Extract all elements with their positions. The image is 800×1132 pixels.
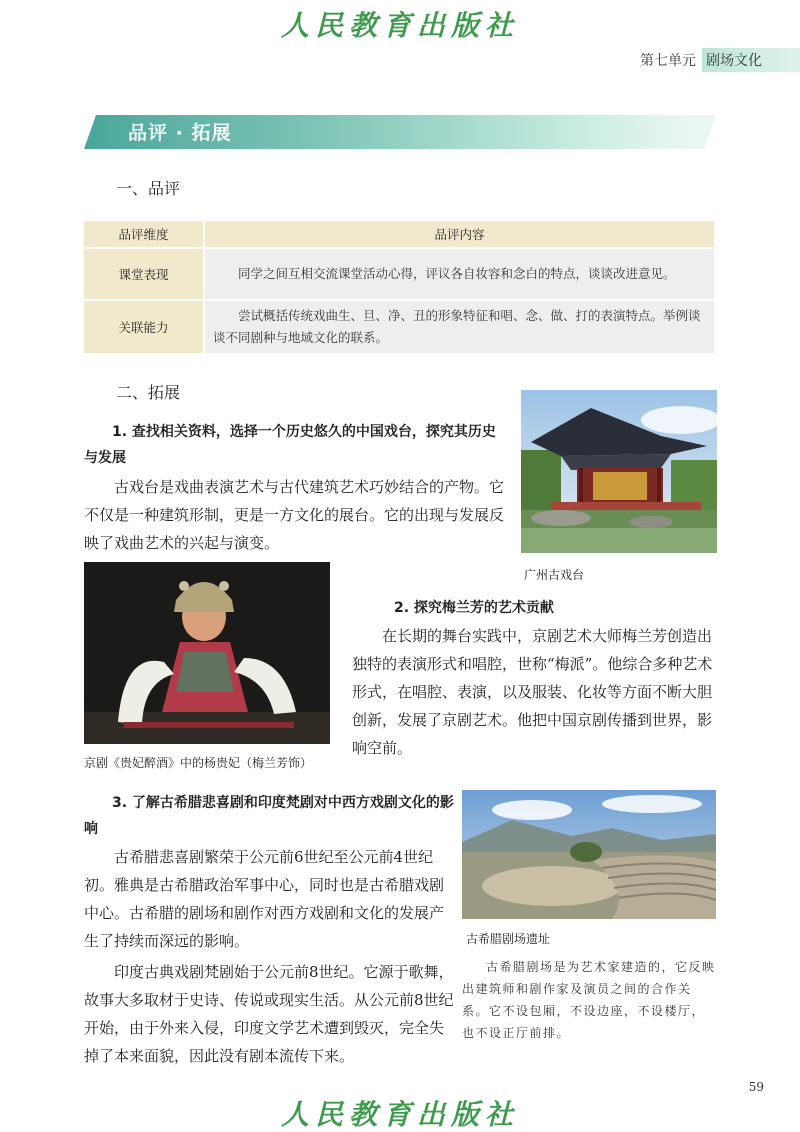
greek-theatre-note: 古希腊剧场是为艺术家建造的，它反映出建筑师和剧作家及演员之间的合作关系。它不设包厢，不设边座，不设楼厅，也不设正厅前排。 — [462, 960, 716, 1040]
table-row — [84, 300, 715, 354]
table-cell-text: 尝试概括传统戏曲生、旦、净、丑的形象特征和唱、念、做、打的表演特点。举例谈谈不同剧种与地域文化的联系。 — [213, 308, 701, 345]
evaluation-heading: 一、品评 — [116, 179, 181, 198]
section-title: 品评 · 拓展 — [128, 122, 232, 144]
table-header-content: 品评内容 — [204, 221, 715, 248]
evaluation-table — [84, 221, 716, 355]
page-number: 59 — [748, 1080, 764, 1094]
table-cell-content — [204, 300, 715, 354]
item2-paragraph: 在长期的舞台实践中，京剧艺术大师梅兰芳创造出独特的表演形式和唱腔，世称“梅派”。他综合多种艺术形式，在唱腔、表演，以及服装、化妆等方面不断大胆创新，发展了京剧艺术。他把中国京剧传播到世界，影响空前。 — [352, 627, 713, 757]
item1-title: 1. 查找相关资料，选择一个历史悠久的中国戏台，探究其历史与发展 — [84, 424, 496, 466]
unit-number: 第七单元 — [640, 53, 696, 69]
table-header-dimension: 品评维度 — [84, 221, 204, 248]
unit-name: 剧场文化 — [702, 48, 800, 72]
mei-lanfang-photo — [84, 562, 330, 744]
table-cell-dimension: 课堂表现 — [84, 248, 204, 300]
mei-lanfang-illustration — [84, 562, 330, 744]
item1-paragraph: 古戏台是戏曲表演艺术与古代建筑艺术巧妙结合的产物。它不仅是一种建筑形制，更是一方文化的展台。它的出现与发展反映了戏曲艺术的兴起与演变。 — [84, 478, 505, 552]
table-row — [84, 248, 715, 300]
mei-lanfang-caption: 京剧《贵妃醉酒》中的杨贵妃（梅兰芳饰） — [84, 756, 313, 770]
guangzhou-stage-caption: 广州古戏台 — [524, 568, 585, 582]
guangzhou-stage-photo — [521, 390, 717, 553]
guangzhou-stage-illustration — [521, 390, 717, 553]
table-cell-content — [204, 248, 715, 300]
greek-theatre-illustration — [462, 790, 716, 919]
extension-heading: 二、拓展 — [116, 383, 181, 402]
item2-title: 2. 探究梅兰芳的艺术贡献 — [394, 600, 554, 616]
item3-paragraph1: 古希腊悲喜剧繁荣于公元前6世纪至公元前4世纪初。雅典是古希腊政治军事中心，同时也是古希腊戏剧中心。古希腊的剧场和剧作对西方戏剧和文化的发展产生了持续而深远的影响。 — [84, 848, 445, 950]
table-header-row — [84, 221, 715, 248]
unit-label — [640, 49, 800, 71]
greek-theatre-caption: 古希腊剧场遗址 — [466, 932, 551, 946]
publisher-logo-top: 人民教育出版社 — [280, 9, 519, 42]
item3-paragraph2: 印度古典戏剧梵剧始于公元前8世纪。它源于歌舞，故事大多取材于史诗、传说或现实生活。从公元前8世纪开始，由于外来入侵，印度文学艺术遭到毁灭，完全失掉了本来面貌，因此没有剧本流传下来。 — [84, 963, 454, 1065]
table-cell-dimension: 关联能力 — [84, 300, 204, 354]
table-cell-text: 同学之间互相交流课堂活动心得，评议各自妆容和念白的特点，谈谈改进意见。 — [238, 266, 676, 281]
greek-theatre-photo — [462, 790, 716, 919]
publisher-logo-bottom: 人民教育出版社 — [280, 1098, 519, 1131]
item3-title: 3. 了解古希腊悲喜剧和印度梵剧对中西方戏剧文化的影响 — [84, 795, 454, 837]
